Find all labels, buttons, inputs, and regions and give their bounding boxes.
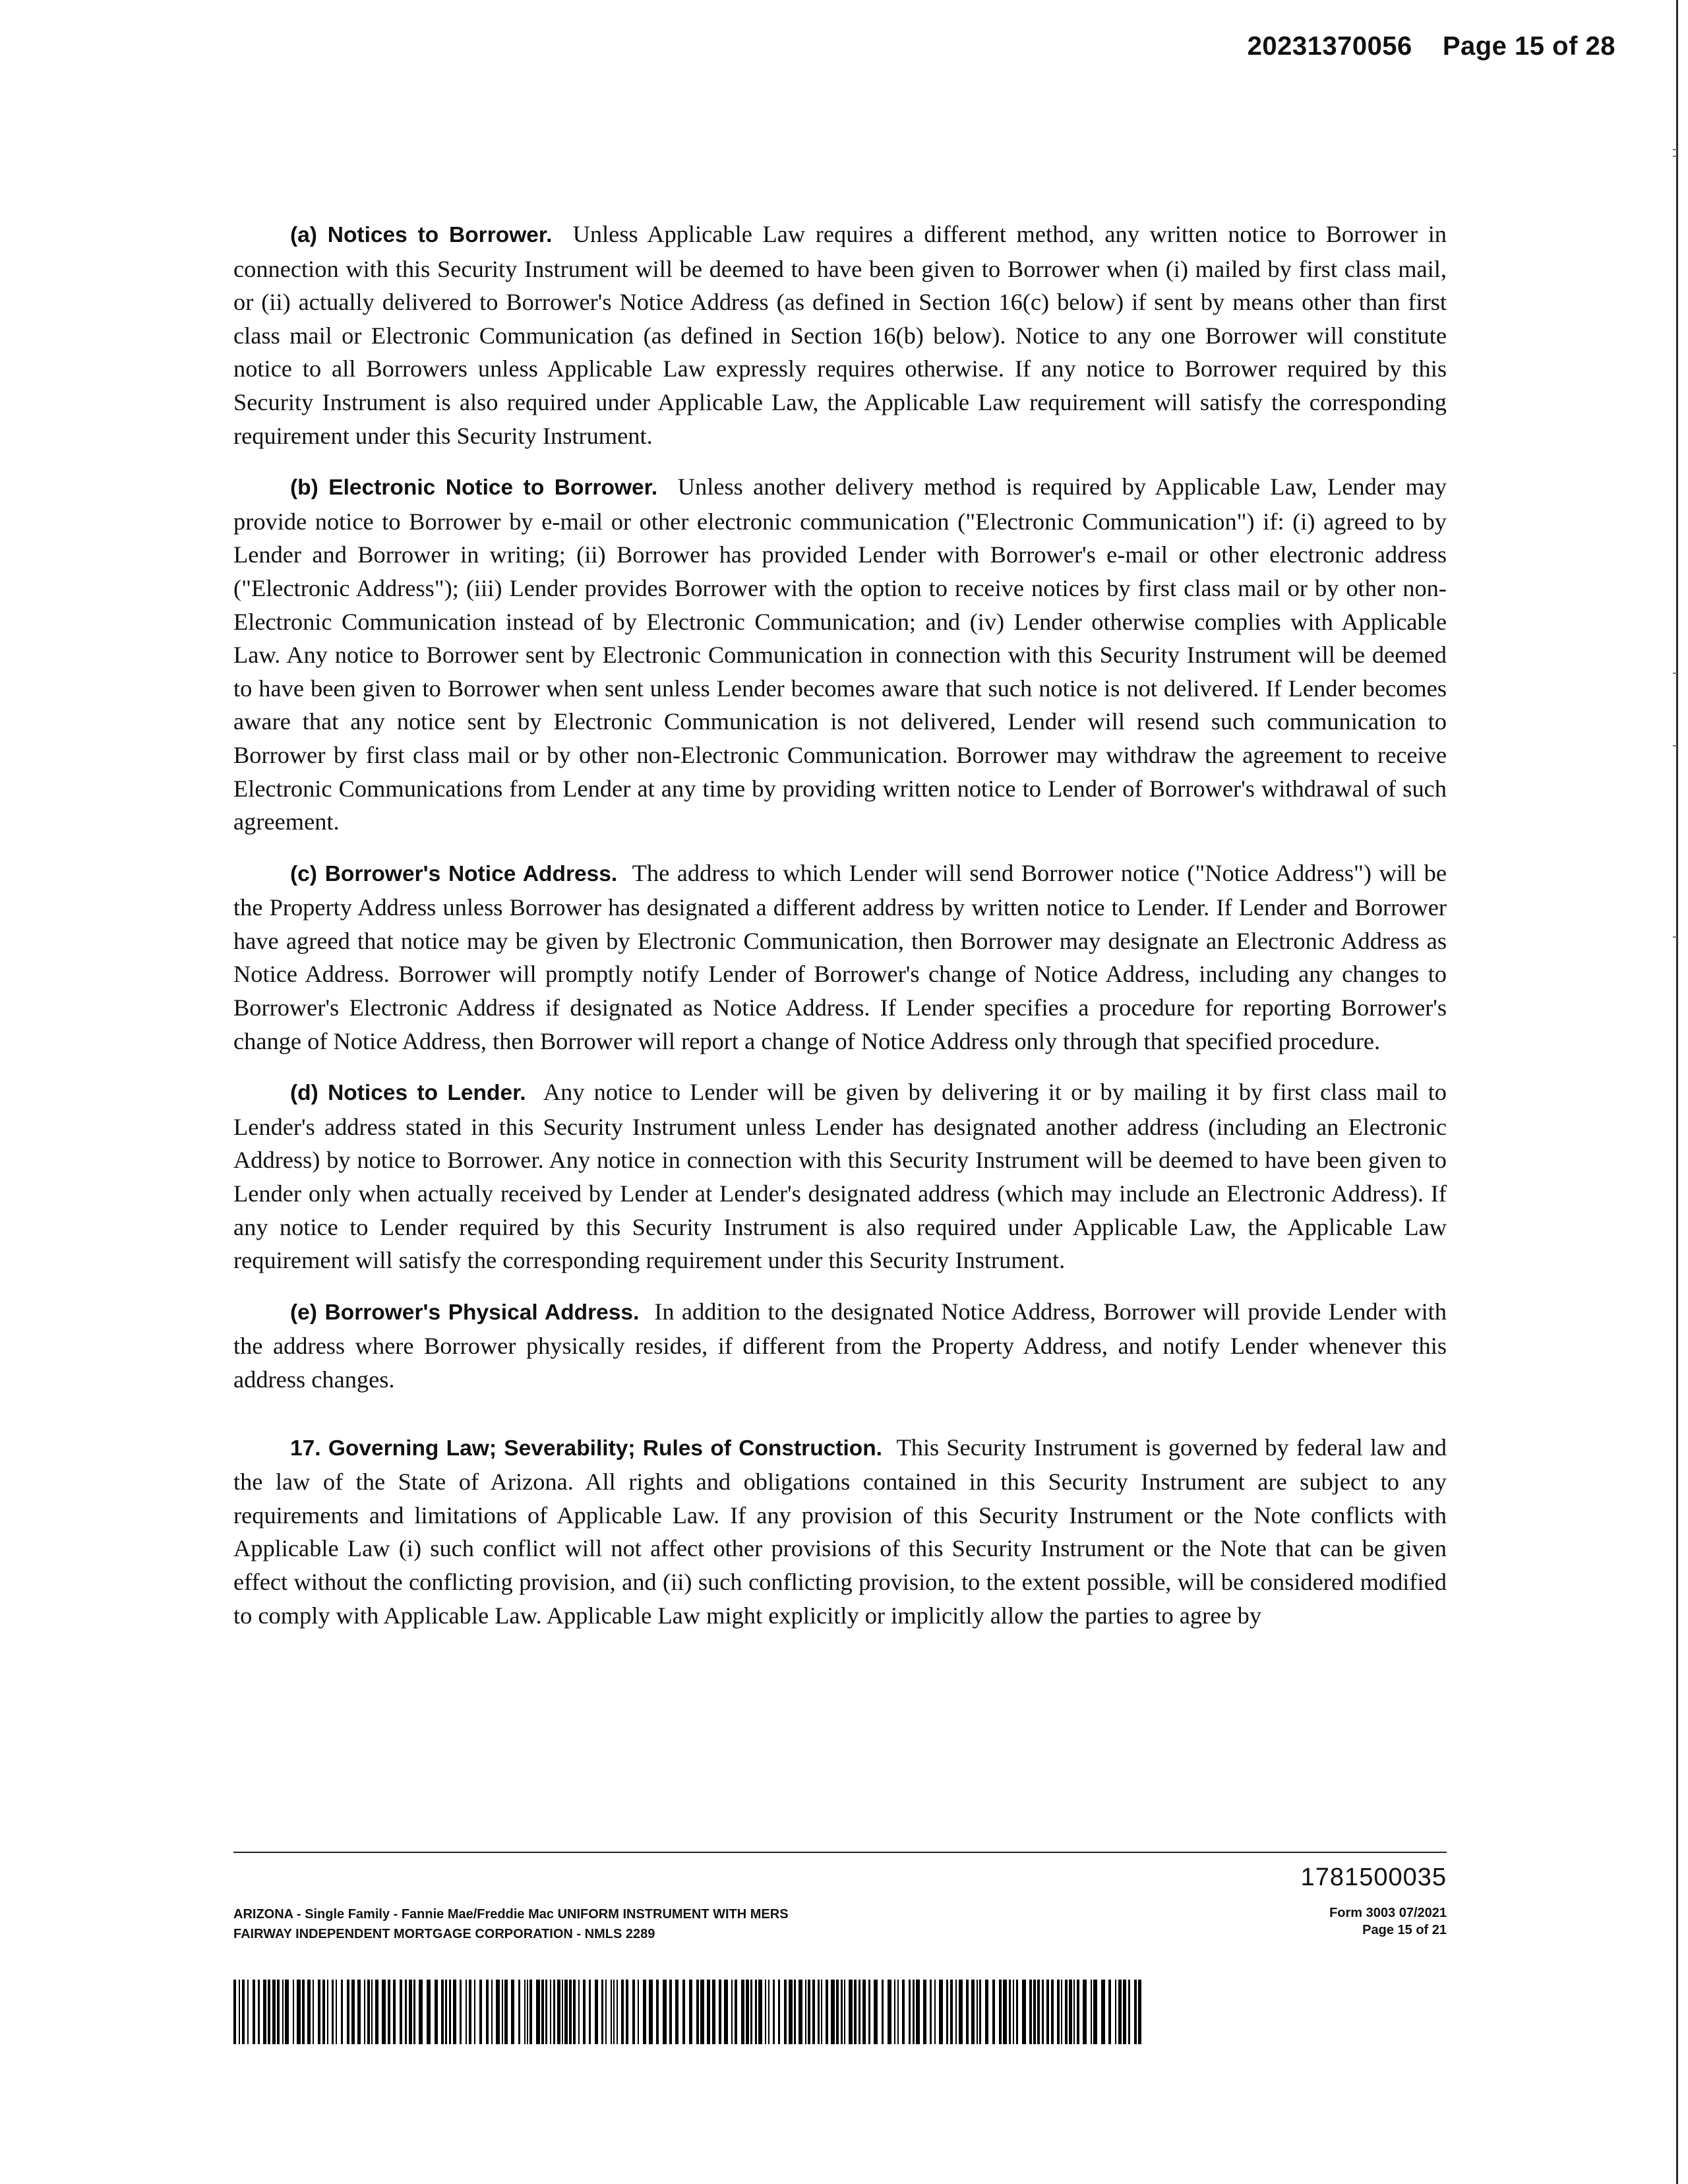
page-edge-border <box>1676 0 1678 2184</box>
paragraph-heading: (b) Electronic Notice to Borrower. <box>290 475 658 501</box>
edge-mark <box>1673 149 1677 150</box>
footer-divider <box>233 1852 1447 1853</box>
form-label: Form 3003 07/2021 <box>1329 1906 1447 1920</box>
document-number: 20231370056 <box>1247 32 1412 61</box>
edge-mark <box>1673 936 1677 938</box>
paragraph-text: The address to which Lender will send Borrower notice ("Notice Address") will be the Property Address unless Borrower has designated a different address by written notice to Lender. If Lender and Borrower have agreed that notice may be given by Electronic Communication, then Borrower may designate an Electronic Address as Notice Address. Borrower will promptly notify Lender of Borrower's change of Notice Address, including any changes to Borrower's Electronic Address if designated as Notice Address. If Lender specifies a procedure for reporting Borrower's change of Notice Address, then Borrower will report a change of Notice Address only through that specified procedure. <box>233 859 1447 1054</box>
section-text: This Security Instrument is governed by federal law and the law of the State of Arizona. All rights and obligations contained in this Security Instrument are subject to any requirements and limitations of Applicable Law. If any provision of this Security Instrument or the Note conflicts with Applicable Law (i) such conflict will not affect other provisions of this Security Instrument or the Note that can be given effect without the conflicting provision, and (ii) such conflicting provision, to the extent possible, will be considered modified to comply with Applicable Law. Applicable Law might explicitly or implicitly allow the parties to agree by <box>233 1434 1447 1629</box>
section-17-governing-law <box>233 1431 1447 1633</box>
barcode <box>233 1980 1143 2044</box>
edge-mark <box>1673 673 1677 674</box>
loan-number: 1781500035 <box>1300 1864 1447 1891</box>
paragraph-notices-to-borrower <box>233 218 1447 452</box>
paragraph-text: In addition to the designated Notice Address, Borrower will provide Lender with the address where Borrower physically resides, if different from the Property Address, and notify Lender whenever this address changes. <box>233 1298 1447 1393</box>
footer-form-number <box>1329 1904 1447 1939</box>
page-indicator: Page 15 of 28 <box>1442 32 1615 61</box>
paragraph-text: Unless Applicable Law requires a different method, any written notice to Borrower in connection with this Security Instrument will be deemed to have been given to Borrower when (i) mailed by first class mail, or (ii) actually delivered to Borrower's Notice Address (as defined in Section 16(c) below) if sent by means other than first class mail or Electronic Communication (as defined in Section 16(b) below). Notice to any one Borrower will constitute notice to all Borrowers unless Applicable Law expressly requires otherwise. If any notice to Borrower required by this Security Instrument is also required under Applicable Law, the Applicable Law requirement will satisfy the corresponding requirement under this Security Instrument. <box>233 221 1447 449</box>
form-page: Page 15 of 21 <box>1362 1923 1447 1937</box>
edge-mark <box>1673 745 1677 746</box>
page-header <box>1248 32 1615 61</box>
paragraph-electronic-notice <box>233 470 1447 839</box>
paragraph-heading: (c) Borrower's Notice Address. <box>290 861 618 886</box>
form-title: ARIZONA - Single Family - Fannie Mae/Freddie Mac UNIFORM INSTRUMENT WITH MERS <box>233 1907 789 1922</box>
edge-mark <box>1673 156 1677 157</box>
paragraph-heading: (e) Borrower's Physical Address. <box>290 1300 640 1325</box>
paragraph-text: Unless another delivery method is required by Applicable Law, Lender may provide notice to Borrower by e-mail or other electronic communication ("Electronic Communication") if: (i) agreed to by Lender and Borrower in writing; (ii) Borrower has provided Lender with Borrower's e-mail or other electronic address ("Electronic Address"); (iii) Lender provides Borrower with the option to receive notices by first class mail or by other non-Electronic Communication instead of by Electronic Communication; and (iv) Lender otherwise complies with Applicable Law. Any notice to Borrower sent by Electronic Communication in connection with this Security Instrument will be deemed to have been given to Borrower when sent unless Lender becomes aware that such notice is not delivered. If Lender becomes aware that any notice sent by Electronic Communication is not delivered, Lender will resend such communication to Borrower by first class mail or by other non-Electronic Communication. Borrower may withdraw the agreement to receive Electronic Communications from Lender at any time by providing written notice to Lender of Borrower's withdrawal of such agreement. <box>233 473 1447 835</box>
paragraph-notice-address <box>233 857 1447 1058</box>
paragraph-text: Any notice to Lender will be given by delivering it or by mailing it by first class mail to Lender's address stated in this Security Instrument unless Lender has designated another address (including an Electronic Address) by notice to Borrower. Any notice in connection with this Security Instrument will be deemed to have been given to Lender only when actually received by Lender at Lender's designated address (which may include an Electronic Address). If any notice to Lender required by this Security Instrument is also required under Applicable Law, the Applicable Law requirement will satisfy the corresponding requirement under this Security Instrument. <box>233 1079 1447 1274</box>
footer-form-info <box>233 1904 789 1944</box>
paragraph-physical-address <box>233 1295 1447 1397</box>
paragraph-notices-to-lender <box>233 1076 1447 1277</box>
section-heading: 17. Governing Law; Severability; Rules of Construction. <box>290 1436 882 1461</box>
lender-name: FAIRWAY INDEPENDENT MORTGAGE CORPORATION - NMLS 2289 <box>233 1927 655 1941</box>
paragraph-heading: (d) Notices to Lender. <box>290 1081 526 1106</box>
document-body <box>233 218 1447 1650</box>
paragraph-heading: (a) Notices to Borrower. <box>290 223 553 247</box>
